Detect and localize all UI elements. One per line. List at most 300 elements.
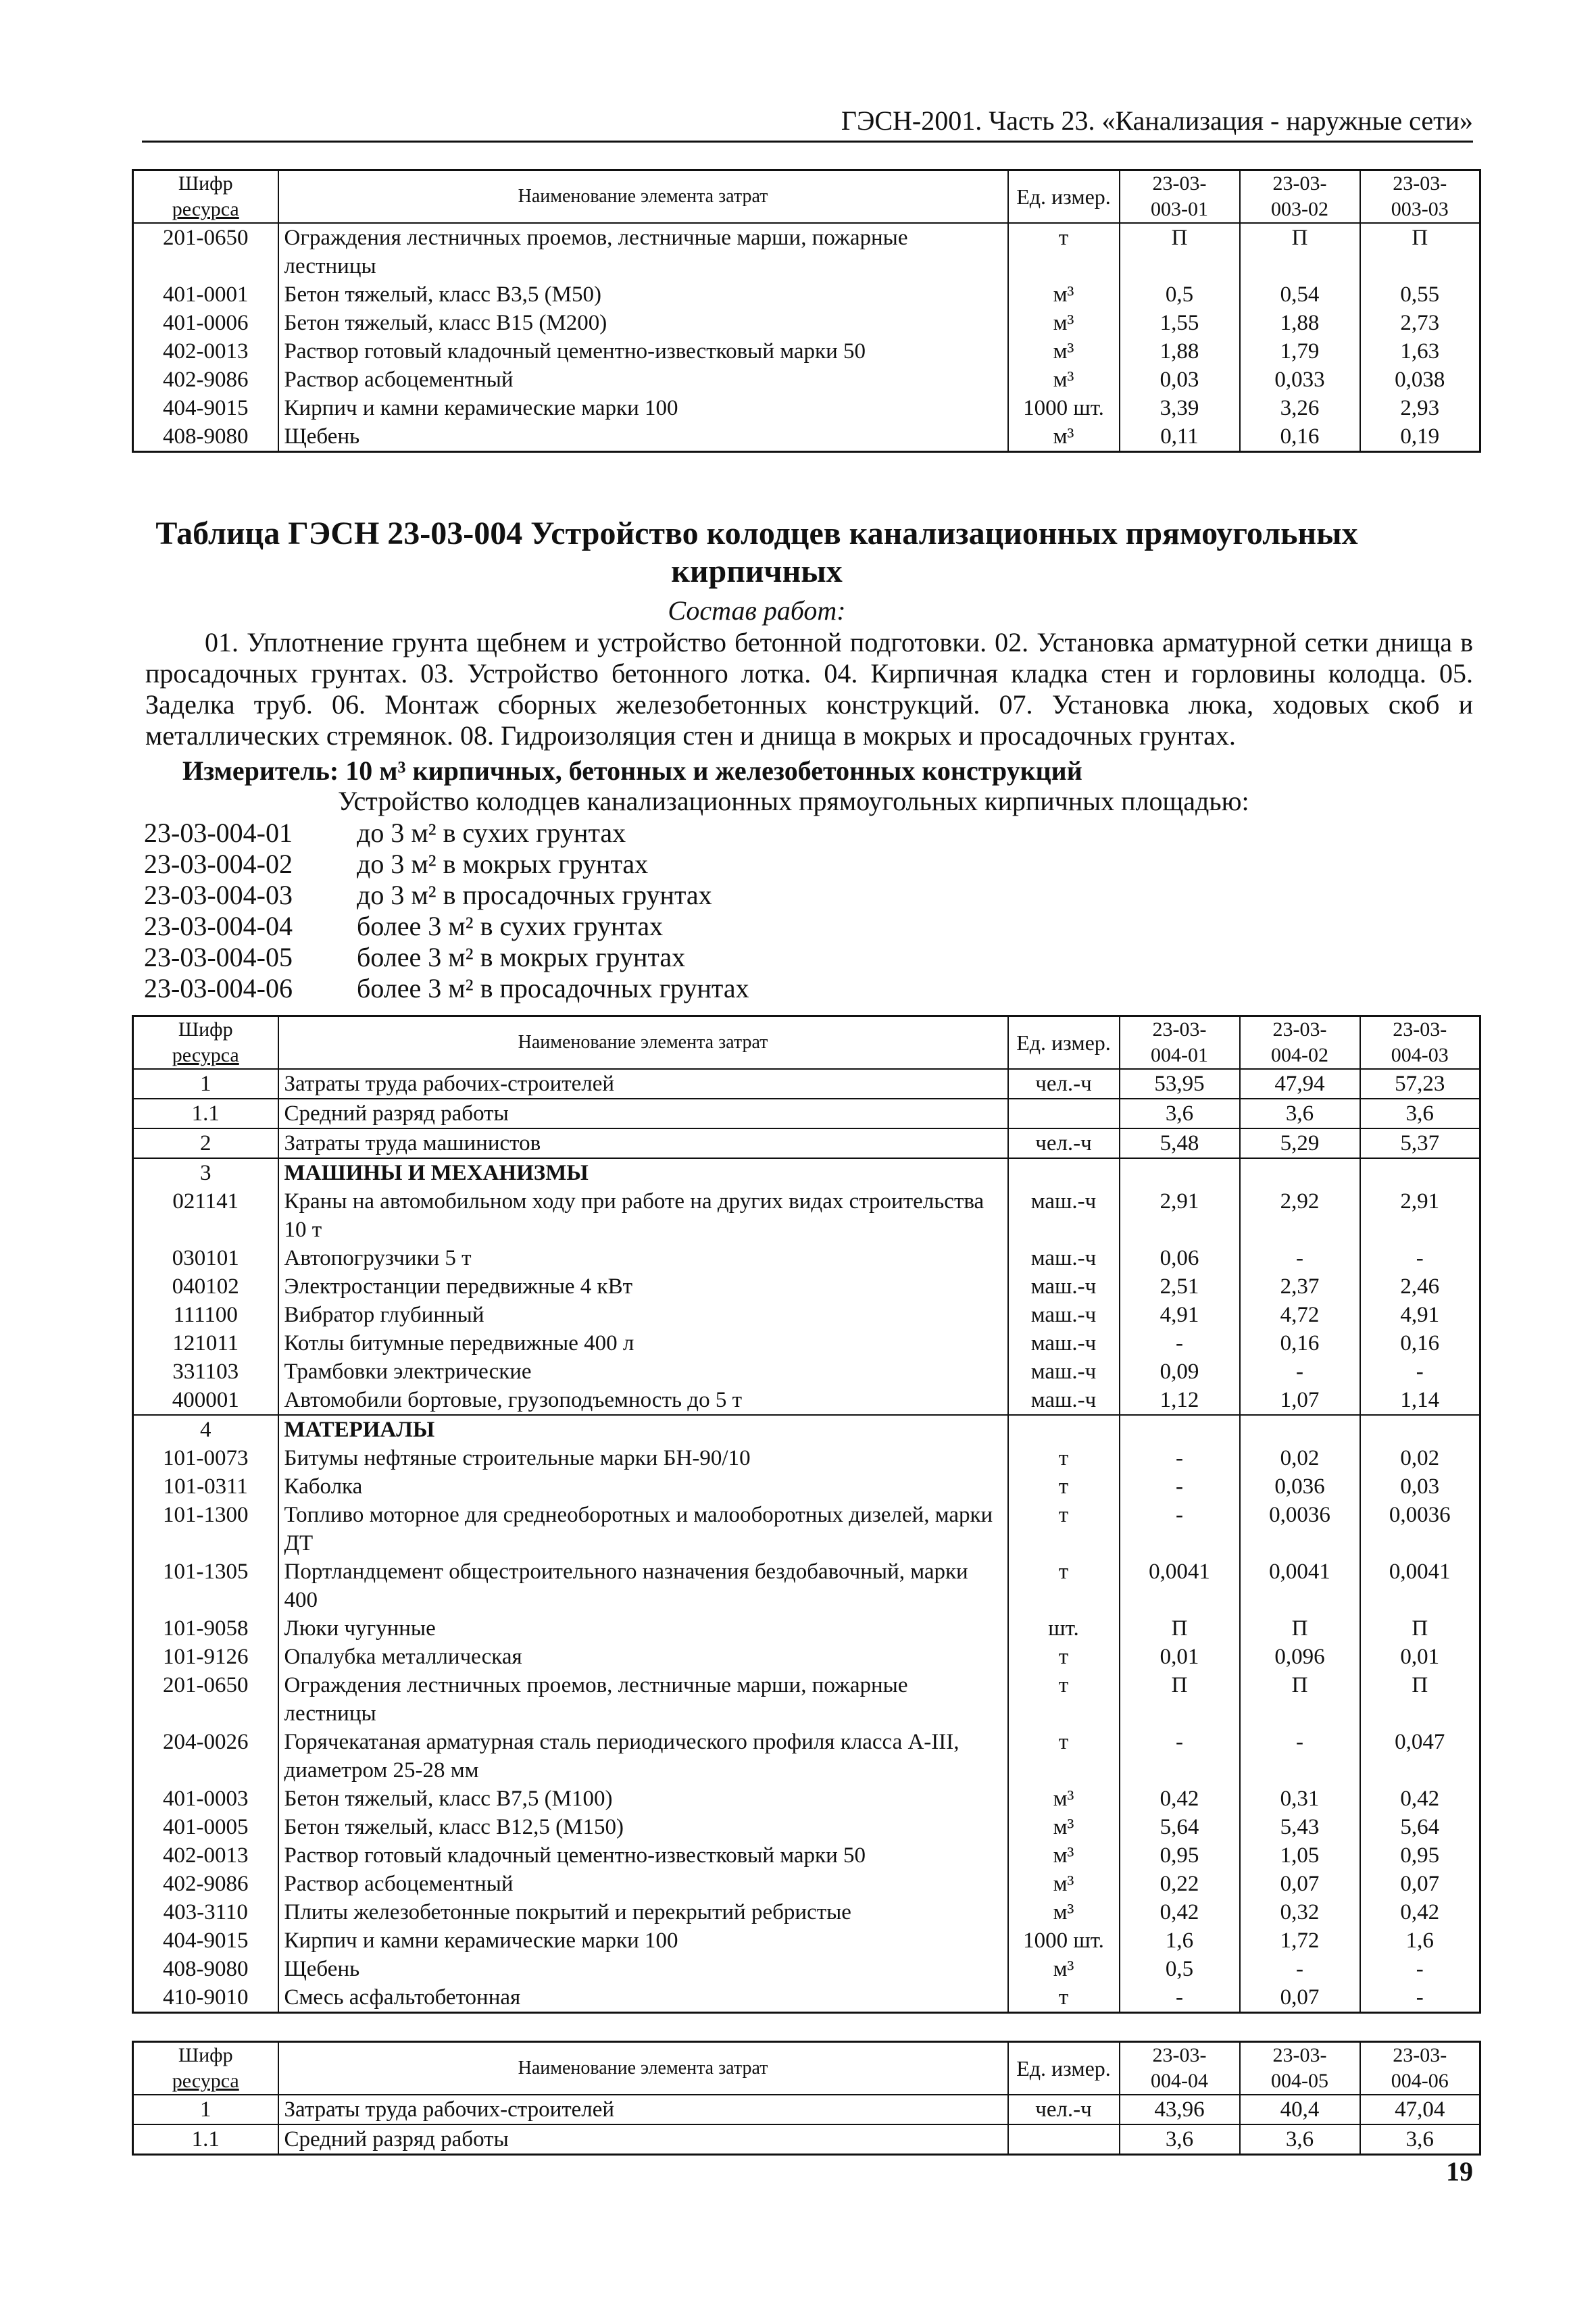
resource-value: 47,94 [1240,1069,1360,1099]
resource-code: 101-9058 [133,1614,278,1643]
resource-value: 1,12 [1120,1386,1240,1415]
table-row [133,1158,1480,1187]
resource-name: Автопогрузчики 5 т [278,1244,1008,1272]
resource-value: 53,95 [1120,1069,1240,1099]
resource-name: Трамбовки электрические [278,1358,1008,1386]
resource-name: МАТЕРИАЛЫ [278,1415,1008,1444]
resource-value: 3,6 [1360,1099,1480,1128]
resource-value: 1,14 [1360,1386,1480,1415]
resource-unit: 1000 шт. [1008,1926,1120,1955]
resource-unit: т [1008,223,1120,280]
resource-code: 404-9015 [133,394,278,422]
table-row [133,309,1480,337]
resource-value: 0,95 [1120,1841,1240,1870]
table-row [133,1558,1480,1614]
variant-code: 23-03-004-06 [144,973,293,1003]
resource-value: - [1240,1728,1360,1785]
resource-value: 0,038 [1360,366,1480,394]
header-row [133,170,1480,224]
resource-name: Битумы нефтяные строительные марки БН-90/10 [278,1444,1008,1472]
resource-value: 0,95 [1360,1841,1480,1870]
header-variant-col [1240,170,1360,224]
resource-name: Электростанции передвижные 4 кВт [278,1272,1008,1301]
resource-value: 0,11 [1120,422,1240,452]
table-row [133,1813,1480,1841]
resource-value: 1,55 [1120,309,1240,337]
resource-unit: т [1008,1558,1120,1614]
resource-value: 5,48 [1120,1128,1240,1158]
resource-code: 403-3110 [133,1898,278,1926]
header-unit: Ед. измер. [1008,1016,1120,1070]
resource-value: 0,03 [1360,1472,1480,1501]
resource-code: 101-1300 [133,1501,278,1558]
resource-value: 2,91 [1360,1187,1480,1244]
resource-unit: м³ [1008,422,1120,452]
variant-item [144,973,1360,1004]
header-variant-line2: 003-01 [1151,198,1208,220]
resource-name: Портландцемент общестроительного назначения бездобавочный, марки 400 [278,1558,1008,1614]
resource-unit: т [1008,1444,1120,1472]
resource-unit: шт. [1008,1614,1120,1643]
table-row [133,1358,1480,1386]
resource-code: 402-9086 [133,366,278,394]
resource-name: Смесь асфальтобетонная [278,1983,1008,2013]
header-code [133,170,278,224]
resource-unit: чел.-ч [1008,1069,1120,1099]
resource-value: - [1360,1244,1480,1272]
resource-name: Кирпич и камни керамические марки 100 [278,394,1008,422]
resource-value: 0,01 [1360,1643,1480,1671]
resource-value: 0,02 [1240,1444,1360,1472]
resource-code: 404-9015 [133,1926,278,1955]
table-row [133,366,1480,394]
resource-unit: м³ [1008,337,1120,366]
header-variant-col [1360,2042,1480,2095]
resource-value: 0,16 [1360,1329,1480,1358]
table-row [133,337,1480,366]
resource-value: П [1240,1671,1360,1728]
header-variant-line2: 004-05 [1271,2070,1328,2092]
resource-name: Опалубка металлическая [278,1643,1008,1671]
resource-name: Раствор готовый кладочный цементно-известковый марки 50 [278,337,1008,366]
resource-value: 2,92 [1240,1187,1360,1244]
header-variant-line1: 23-03- [1152,1018,1207,1041]
resource-unit: м³ [1008,1955,1120,1983]
resource-code: 201-0650 [133,1671,278,1728]
resource-value: 0,01 [1120,1643,1240,1671]
header-variant-line1: 23-03- [1272,1018,1327,1041]
header-variant-col [1240,1016,1360,1070]
resource-name: Бетон тяжелый, класс В3,5 (М50) [278,280,1008,309]
resource-value: 0,0041 [1360,1558,1480,1614]
resource-unit: т [1008,1472,1120,1501]
header-variant-line1: 23-03- [1152,172,1207,195]
header-variant-line1: 23-03- [1393,2044,1447,2066]
header-variant-line2: 003-03 [1391,198,1449,220]
variant-text: более 3 м² в мокрых грунтах [357,942,686,972]
resource-value: 4,72 [1240,1301,1360,1329]
header-unit: Ед. измер. [1008,170,1120,224]
variants-list [144,818,1360,1004]
resource-code: 401-0005 [133,1813,278,1841]
variant-item [144,880,1360,911]
resource-table-bottom [132,2041,1481,2156]
variant-text: более 3 м² в просадочных грунтах [357,973,749,1003]
resource-name: Средний разряд работы [278,1099,1008,1128]
resource-unit: м³ [1008,1785,1120,1813]
resource-unit: т [1008,1501,1120,1558]
variant-item [144,942,1360,973]
header-code-line2 [139,2068,272,2094]
resource-value: П [1120,1614,1240,1643]
resource-code: 1 [133,1069,278,1099]
header-code-line2 [139,1043,272,1068]
resource-value: 0,02 [1360,1444,1480,1472]
resource-value: 5,43 [1240,1813,1360,1841]
table-row [133,1955,1480,1983]
resource-name: Щебень [278,422,1008,452]
resource-value: - [1360,1358,1480,1386]
table-row [133,1099,1480,1128]
resource-unit: т [1008,1643,1120,1671]
table-row [133,1926,1480,1955]
table-row [133,1244,1480,1272]
resource-value: 1,88 [1120,337,1240,366]
resource-value: 0,5 [1120,280,1240,309]
resource-value: П [1240,1614,1360,1643]
variant-text: до 3 м² в сухих грунтах [357,818,626,848]
variants-intro: Устройство колодцев канализационных прямоугольных кирпичных площадью: [338,786,1249,816]
resource-code: 402-9086 [133,1870,278,1898]
resource-code: 4 [133,1415,278,1444]
resource-name: Раствор готовый кладочный цементно-известковый марки 50 [278,1841,1008,1870]
resource-code: 040102 [133,1272,278,1301]
resource-code: 101-0311 [133,1472,278,1501]
resource-unit: маш.-ч [1008,1187,1120,1244]
resource-value: 5,64 [1360,1813,1480,1841]
resource-value: 2,37 [1240,1272,1360,1301]
header-variant-line1: 23-03- [1393,172,1447,195]
resource-value: - [1240,1244,1360,1272]
resource-value: 4,91 [1360,1301,1480,1329]
resource-value: 1,6 [1360,1926,1480,1955]
resource-code: 021141 [133,1187,278,1244]
resource-name: Топливо моторное для среднеоборотных и малооборотных дизелей, марки ДТ [278,1501,1008,1558]
variant-code: 23-03-004-04 [144,911,293,941]
table-row [133,1841,1480,1870]
resource-value: 1,07 [1240,1386,1360,1415]
variant-item [144,911,1360,942]
resource-value: 0,31 [1240,1785,1360,1813]
header-code-line2-text: ресурса [172,198,239,220]
resource-code: 3 [133,1158,278,1187]
resource-unit: т [1008,1671,1120,1728]
resource-value: 0,0036 [1240,1501,1360,1558]
table-row [133,1444,1480,1472]
resource-unit: маш.-ч [1008,1329,1120,1358]
resource-name: Плиты железобетонные покрытий и перекрытий ребристые [278,1898,1008,1926]
resource-value: 1,6 [1120,1926,1240,1955]
table-row [133,223,1480,280]
resource-value: 0,07 [1240,1983,1360,2013]
resource-unit [1008,2124,1120,2155]
header-variant-line2: 004-02 [1271,1044,1328,1066]
resource-unit: м³ [1008,1870,1120,1898]
resource-unit: м³ [1008,280,1120,309]
resource-value: 2,91 [1120,1187,1240,1244]
resource-value: 1,72 [1240,1926,1360,1955]
resource-value: П [1120,223,1240,280]
resource-value: 0,42 [1120,1785,1240,1813]
resource-code: 408-9080 [133,1955,278,1983]
resource-value: 0,09 [1120,1358,1240,1386]
resource-value: 1,63 [1360,337,1480,366]
resource-value [1360,1415,1480,1444]
resource-value: 0,16 [1240,422,1360,452]
running-header: ГЭСН-2001. Часть 23. «Канализация - наружные сети» [142,101,1473,143]
table-row [133,1386,1480,1415]
resource-value: 57,23 [1360,1069,1480,1099]
resource-unit: м³ [1008,309,1120,337]
resource-code: 402-0013 [133,1841,278,1870]
header-variant-line1: 23-03- [1393,1018,1447,1041]
resource-value: 2,93 [1360,394,1480,422]
resource-value [1240,1415,1360,1444]
table-row [133,1785,1480,1813]
header-variant-col [1120,2042,1240,2095]
resource-name: Краны на автомобильном ходу при работе на других видах строительства 10 т [278,1187,1008,1244]
resource-value: 0,07 [1240,1870,1360,1898]
resource-value: - [1360,1983,1480,2013]
resource-unit: чел.-ч [1008,2095,1120,2124]
resource-unit [1008,1158,1120,1187]
header-unit: Ед. измер. [1008,2042,1120,2095]
resource-value: 5,37 [1360,1128,1480,1158]
resource-value: 1,79 [1240,337,1360,366]
resource-value: П [1360,1614,1480,1643]
resource-value [1120,1158,1240,1187]
table-row [133,1614,1480,1643]
table-row [133,394,1480,422]
resource-name: Котлы битумные передвижные 400 л [278,1329,1008,1358]
resource-name: Бетон тяжелый, класс В7,5 (М100) [278,1785,1008,1813]
resource-unit: маш.-ч [1008,1358,1120,1386]
resource-code: 400001 [133,1386,278,1415]
resource-code: 408-9080 [133,422,278,452]
header-name: Наименование элемента затрат [278,170,1008,224]
header-code-line1: Шифр [178,172,233,195]
resource-value: П [1360,223,1480,280]
resource-value: 3,6 [1360,2124,1480,2155]
resource-value: - [1120,1728,1240,1785]
table-row [133,1898,1480,1926]
resource-value [1120,1415,1240,1444]
table-row [133,1671,1480,1728]
resource-name: Затраты труда рабочих-строителей [278,2095,1008,2124]
table-row [133,1301,1480,1329]
variant-item [144,849,1360,880]
resource-value: - [1240,1358,1360,1386]
resource-unit: маш.-ч [1008,1301,1120,1329]
resource-code: 101-9126 [133,1643,278,1671]
resource-code: 101-1305 [133,1558,278,1614]
header-variant-line2: 003-02 [1271,198,1328,220]
header-variant-line2: 004-06 [1391,2070,1449,2092]
resource-value: 1,88 [1240,309,1360,337]
resource-value: 3,6 [1120,1099,1240,1128]
resource-code: 401-0006 [133,309,278,337]
header-variant-line2: 004-04 [1151,2070,1208,2092]
resource-name: Горячекатаная арматурная сталь периодического профиля класса А-III, диаметром 25-28 мм [278,1728,1008,1785]
table-row [133,1187,1480,1244]
resource-value: 3,6 [1240,1099,1360,1128]
table-row [133,2095,1480,2124]
table-row [133,1983,1480,2013]
header-variant-line1: 23-03- [1272,172,1327,195]
resource-value: 3,6 [1120,2124,1240,2155]
resource-name: Вибратор глубинный [278,1301,1008,1329]
header-variant-col [1240,2042,1360,2095]
resource-code: 402-0013 [133,337,278,366]
resource-value: - [1120,1501,1240,1558]
table-row [133,1128,1480,1158]
resource-value: 0,047 [1360,1728,1480,1785]
header-code-line1: Шифр [178,1018,233,1041]
resource-unit: м³ [1008,1898,1120,1926]
works-subtitle: Состав работ: [668,595,846,626]
resource-value: - [1120,1472,1240,1501]
header-variant-line1: 23-03- [1152,2044,1207,2066]
resource-code: 1.1 [133,1099,278,1128]
resource-code: 401-0001 [133,280,278,309]
resource-value: П [1120,1671,1240,1728]
resource-value: 0,03 [1120,366,1240,394]
resource-unit: маш.-ч [1008,1244,1120,1272]
resource-table-main [132,1015,1481,2014]
resource-value: П [1240,223,1360,280]
resource-unit [1008,1415,1120,1444]
resource-value: 0,54 [1240,280,1360,309]
header-variant-line2: 004-03 [1391,1044,1449,1066]
resource-unit: чел.-ч [1008,1128,1120,1158]
resource-name: Затраты труда рабочих-строителей [278,1069,1008,1099]
resource-value: - [1120,1983,1240,2013]
variant-text: до 3 м² в мокрых грунтах [357,849,649,879]
header-code-line2 [139,197,272,222]
resource-name: Каболка [278,1472,1008,1501]
meter-line: Измеритель: 10 м³ кирпичных, бетонных и железобетонных конструкций [182,755,1082,786]
resource-code: 201-0650 [133,223,278,280]
resource-value: П [1360,1671,1480,1728]
resource-name: Бетон тяжелый, класс В15 (М200) [278,309,1008,337]
resource-value: 47,04 [1360,2095,1480,2124]
resource-value: 5,29 [1240,1128,1360,1158]
resource-value: 2,73 [1360,309,1480,337]
resource-name: Щебень [278,1955,1008,1983]
resource-name: Люки чугунные [278,1614,1008,1643]
header-code [133,1016,278,1070]
table-row [133,1870,1480,1898]
header-code-line1: Шифр [178,2044,233,2066]
variant-code: 23-03-004-01 [144,818,293,848]
resource-value: 40,4 [1240,2095,1360,2124]
table-row [133,422,1480,452]
table-row [133,1643,1480,1671]
resource-value [1360,1158,1480,1187]
resource-value: 2,51 [1120,1272,1240,1301]
resource-value: 0,0041 [1120,1558,1240,1614]
resource-unit [1008,1099,1120,1128]
resource-value: 3,6 [1240,2124,1360,2155]
resource-unit: маш.-ч [1008,1386,1120,1415]
resource-table-top [132,169,1481,453]
table-title-line1: Таблица ГЭСН 23-03-004 Устройство колодцев канализационных прямоугольных [155,516,1358,551]
resource-name: Затраты труда машинистов [278,1128,1008,1158]
variant-code: 23-03-004-05 [144,942,293,972]
resource-value: 1,05 [1240,1841,1360,1870]
resource-unit: м³ [1008,1841,1120,1870]
resource-value: 0,036 [1240,1472,1360,1501]
resource-value: 0,55 [1360,280,1480,309]
resource-name: МАШИНЫ И МЕХАНИЗМЫ [278,1158,1008,1187]
resource-unit: т [1008,1728,1120,1785]
variant-item [144,818,1360,849]
table-row [133,2124,1480,2155]
table-title-line2: кирпичных [671,553,843,589]
header-code-line2-text: ресурса [172,1044,239,1066]
table-row [133,1501,1480,1558]
resource-value: 0,07 [1360,1870,1480,1898]
resource-code: 331103 [133,1358,278,1386]
resource-code: 2 [133,1128,278,1158]
resource-value: 3,39 [1120,394,1240,422]
resource-code: 101-0073 [133,1444,278,1472]
header-variant-col [1120,170,1240,224]
resource-unit: м³ [1008,366,1120,394]
resource-name: Средний разряд работы [278,2124,1008,2155]
resource-code: 030101 [133,1244,278,1272]
resource-unit: 1000 шт. [1008,394,1120,422]
resource-value: 0,42 [1360,1898,1480,1926]
resource-value: - [1240,1955,1360,1983]
header-variant-col [1360,170,1480,224]
resource-unit: маш.-ч [1008,1272,1120,1301]
resource-value: - [1120,1444,1240,1472]
resource-unit: т [1008,1983,1120,2013]
page-number: 19 [1446,2156,1473,2187]
resource-value: 0,096 [1240,1643,1360,1671]
table-row [133,1329,1480,1358]
table-row [133,1069,1480,1099]
resource-value: - [1360,1955,1480,1983]
resource-code: 1 [133,2095,278,2124]
resource-name: Ограждения лестничных проемов, лестничные марши, пожарные лестницы [278,1671,1008,1728]
resource-value: 2,46 [1360,1272,1480,1301]
resource-value: 0,5 [1120,1955,1240,1983]
resource-value: - [1120,1329,1240,1358]
variant-text: более 3 м² в сухих грунтах [357,911,664,941]
table-row [133,280,1480,309]
table-row [133,1272,1480,1301]
resource-value: 0,22 [1120,1870,1240,1898]
resource-value: 0,42 [1360,1785,1480,1813]
resource-value: 0,0036 [1360,1501,1480,1558]
header-variant-col [1120,1016,1240,1070]
variant-code: 23-03-004-03 [144,880,293,910]
resource-value: 3,26 [1240,394,1360,422]
table-row [133,1728,1480,1785]
resource-code: 410-9010 [133,1983,278,2013]
